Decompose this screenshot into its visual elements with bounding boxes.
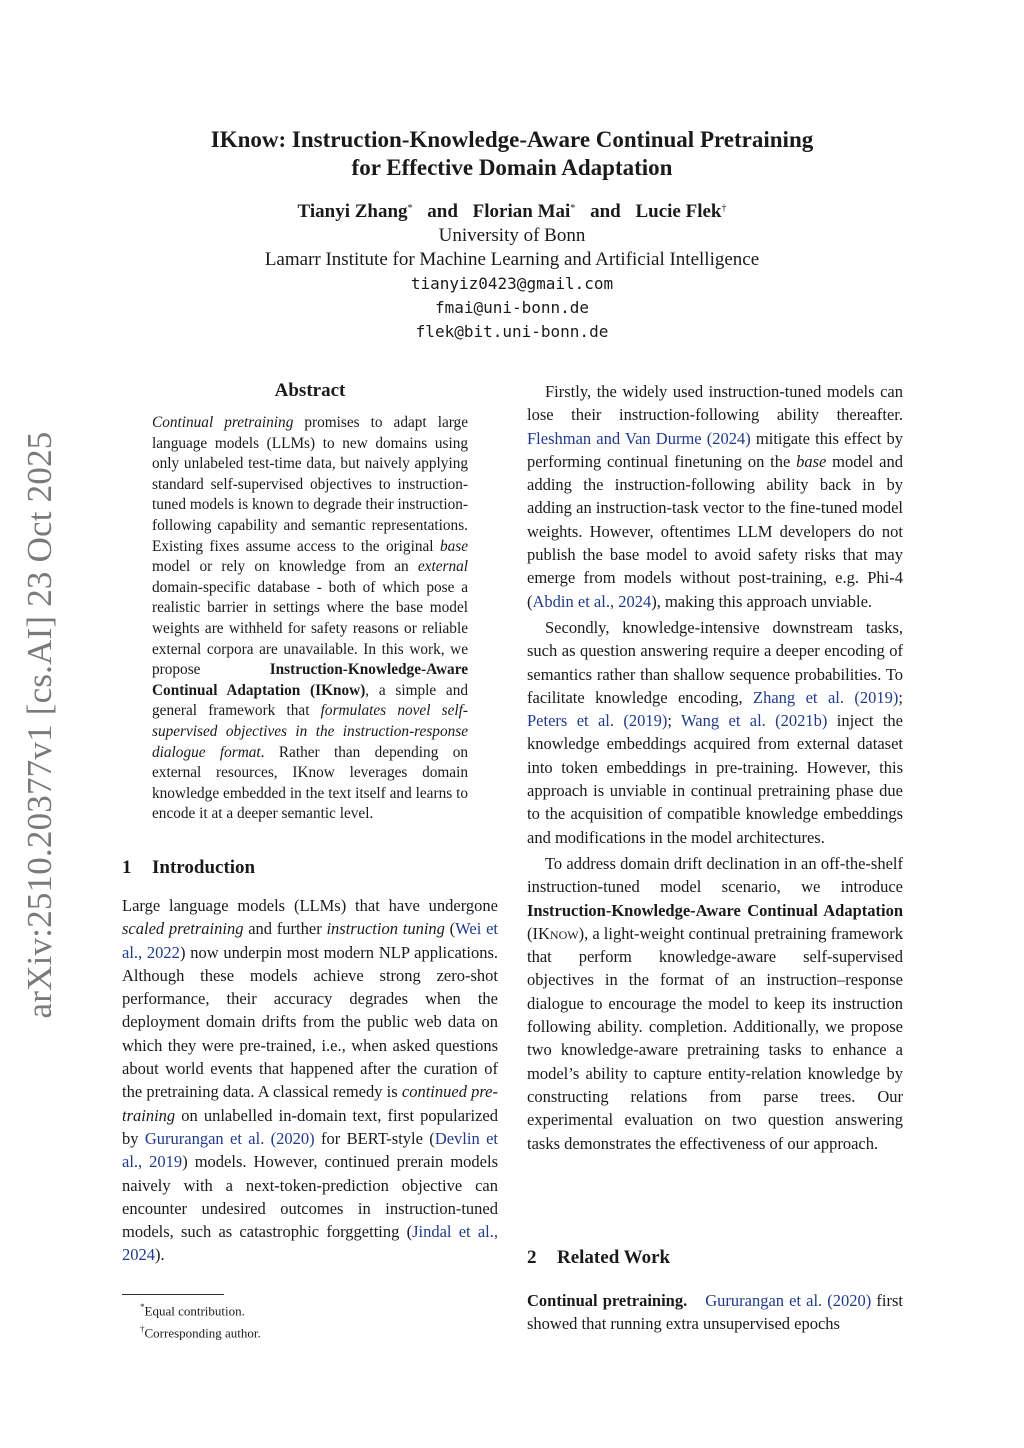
paragraph-approach <box>527 852 903 1155</box>
abstract-span: promises to adapt large language models (LLMs) to new domains using only unlabeled test-time data, but naively applying standard self-supervised objectives to instruction-tuned models is known to degrade their instruction-following capability and semantic representations. Existing fixes assume access to the original <box>152 414 468 555</box>
citation-link[interactable]: Jindal et al., 2024 <box>122 1222 498 1265</box>
intro-span: ). <box>155 1245 165 1265</box>
text-span: (I <box>527 923 538 943</box>
section-title: Introduction <box>152 857 256 878</box>
footnotes <box>140 1298 261 1343</box>
citation-link[interactable]: Gururangan et al. (2020) <box>705 1291 872 1310</box>
abstract-span: , a simple and general framework that <box>152 681 468 720</box>
abstract-text <box>152 413 468 825</box>
right-column-text <box>527 380 903 1155</box>
abstract-span: model or rely on knowledge from an <box>152 558 418 576</box>
footnote-2 <box>140 1320 261 1342</box>
intro-span: ) now underpin most modern NLP applications. Although these models achieve strong zero-shot performance, their accuracy degrades when the deployment domain drifts from the public web data on which they were pre-trained, i.e., when asked questions about world events that happened after the curation of the pretraining data. A classical remedy is <box>122 942 498 1102</box>
footnote-mark: * <box>140 1302 145 1312</box>
introduction-text <box>122 894 498 1267</box>
paragraph-secondly <box>527 616 903 849</box>
email-1: tianyiz0423@gmail.com <box>410 274 614 293</box>
intro-emph: scaled pretraining <box>122 919 244 939</box>
footnote-rule <box>122 1294 224 1295</box>
arxiv-sidebar <box>15 432 65 1017</box>
text-span: To address domain drift declination in an off-the-shelf instruction-tuned model scenario, we introduce <box>527 853 903 897</box>
text-span: inject the knowledge embeddings acquired from external dataset into token embeddings in pre-training. However, this approach is unviable in continual pretraining phase due to the acquisition of compatible knowledge embeddings and modifications in the model architectures. <box>527 711 903 847</box>
arxiv-identifier: arXiv:2510.20377v1 [cs.AI] 23 Oct 2025 <box>20 431 59 1018</box>
intro-span: ) models. However, continued prerain models naively with a next-token-prediction objective can encounter undesired outcomes in instruction-tuned models, such as catastrophic forggetting ( <box>122 1152 498 1242</box>
footnote-text: Equal contribution. <box>144 1303 245 1319</box>
email-3: flek@bit.uni-bonn.de <box>415 322 609 341</box>
citation-link[interactable]: Zhang et al. (2019) <box>753 687 899 707</box>
abstract-heading: Abstract <box>274 380 346 401</box>
author-3: Lucie Flek <box>635 201 722 222</box>
citation-link[interactable]: Wei et al., 2022 <box>122 919 498 962</box>
and-2: and <box>590 201 621 222</box>
intro-emph: continued pre-training <box>122 1082 498 1125</box>
emph-base: base <box>796 451 827 471</box>
text-span: Firstly, the widely used instruction-tuned models can lose their instruction-following ability thereafter. <box>527 382 903 425</box>
affiliation-2: Lamarr Institute for Machine Learning and Artificial Intelligence <box>264 249 760 270</box>
abstract-term: Continual pretraining <box>152 414 294 431</box>
paper-title <box>100 126 924 182</box>
title-line-1: IKnow: Instruction-Knowledge-Aware Continual Pretraining <box>210 127 814 152</box>
citation-link[interactable]: Peters et al. (2019) <box>527 711 668 731</box>
citation-link[interactable]: Fleshman and Van Durme (2024) <box>527 428 751 448</box>
intro-span: ( <box>444 919 456 939</box>
method-acronym: Know <box>538 923 579 943</box>
section-number: 2 <box>527 1247 537 1268</box>
section-2-heading <box>527 1247 670 1269</box>
author-1-mark: * <box>407 203 413 214</box>
author-1: Tianyi Zhang <box>297 201 408 222</box>
related-work-text <box>527 1289 903 1336</box>
text-span: first showed that running extra unsupervised epochs <box>527 1291 904 1334</box>
footnote-mark: † <box>140 1324 145 1335</box>
author-block <box>100 200 924 344</box>
text-span: model and adding the instruction-following ability back in by adding an instruction-task vector to the fine-tuned model weights. However, oftentimes LLM developers do not publish the base model to avoid safety risks that may emerge from models without post-training, e.g. Phi-4 ( <box>527 451 903 611</box>
text-span: ), making this approach unviable. <box>651 591 873 611</box>
author-names <box>100 200 924 224</box>
author-2-mark: * <box>570 203 576 214</box>
text-span: mitigate this effect by performing continual finetuning on the <box>527 428 903 471</box>
abstract-span: domain-specific database - both of which pose a realistic barrier in settings where the base model weights are withheld for safety reasons or reliable external corpora are unavailable. In this work, we propose <box>152 578 468 679</box>
abstract-span: . Rather than depending on external resources, IKnow leverages domain knowledge embedded in the text itself and learns to encode it at a deeper semantic level. <box>152 743 468 823</box>
abstract-method-name: Instruction-Knowledge-Aware Continual Adaptation (IKnow) <box>152 661 468 699</box>
citation-link[interactable]: Gururangan et al. (2020) <box>144 1128 315 1148</box>
author-3-mark: † <box>721 203 727 214</box>
title-line-2: for Effective Domain Adaptation <box>351 155 673 180</box>
text-span: ; <box>667 711 682 731</box>
intro-emph: instruction tuning <box>326 919 445 939</box>
paragraph-heading: Continual pretraining. <box>527 1291 688 1310</box>
abstract-emph-base: base <box>439 537 468 555</box>
paragraph-firstly <box>527 380 903 613</box>
author-2: Florian Mai <box>472 201 571 222</box>
abstract-emph-objectives: formulates novel self-supervised objectives in the instruction-response dialogue format <box>152 702 468 761</box>
email-2: fmai@uni-bonn.de <box>434 298 590 317</box>
section-1-heading <box>122 857 255 879</box>
and-1: and <box>427 201 458 222</box>
text-span: ; <box>898 687 903 707</box>
citation-link[interactable]: Wang et al. (2021b) <box>681 711 828 731</box>
footnote-1 <box>140 1298 261 1320</box>
abstract-emph-external: external <box>417 558 468 576</box>
intro-span: and further <box>243 919 327 939</box>
affiliation-1: University of Bonn <box>438 225 586 246</box>
intro-span: Large language models (LLMs) that have undergone <box>122 896 498 915</box>
citation-link[interactable]: Abdin et al., 2024 <box>532 591 652 611</box>
intro-span: on unlabelled in-domain text, first popularized by <box>122 1105 498 1148</box>
text-span: Secondly, knowledge-intensive downstream tasks, such as question answering require a deeper encoding of semantics rather than shallow sequence probabilities. To facilitate knowledge encoding, <box>527 617 903 707</box>
text-span: ), a light-weight continual pretraining framework that perform knowledge-aware self-supervised objectives in the format of an instruction–response dialogue to encourage the model to keep its instruction following ability. completion. Additionally, we propose two knowledge-aware pretraining tasks to enhance a model’s ability to capture entity-relation knowledge by constructing relations from parse trees. Our experimental evaluation on two question answering tasks demonstrates the effectiveness of our approach. <box>527 923 903 1153</box>
citation-link[interactable]: Devlin et al., 2019 <box>122 1128 498 1172</box>
section-number: 1 <box>122 857 132 878</box>
footnote-text: Corresponding author. <box>144 1325 261 1341</box>
section-title: Related Work <box>557 1247 671 1268</box>
method-name: Instruction-Knowledge-Aware Continual Adaptation <box>527 900 903 920</box>
intro-span: for BERT-style ( <box>314 1128 435 1148</box>
